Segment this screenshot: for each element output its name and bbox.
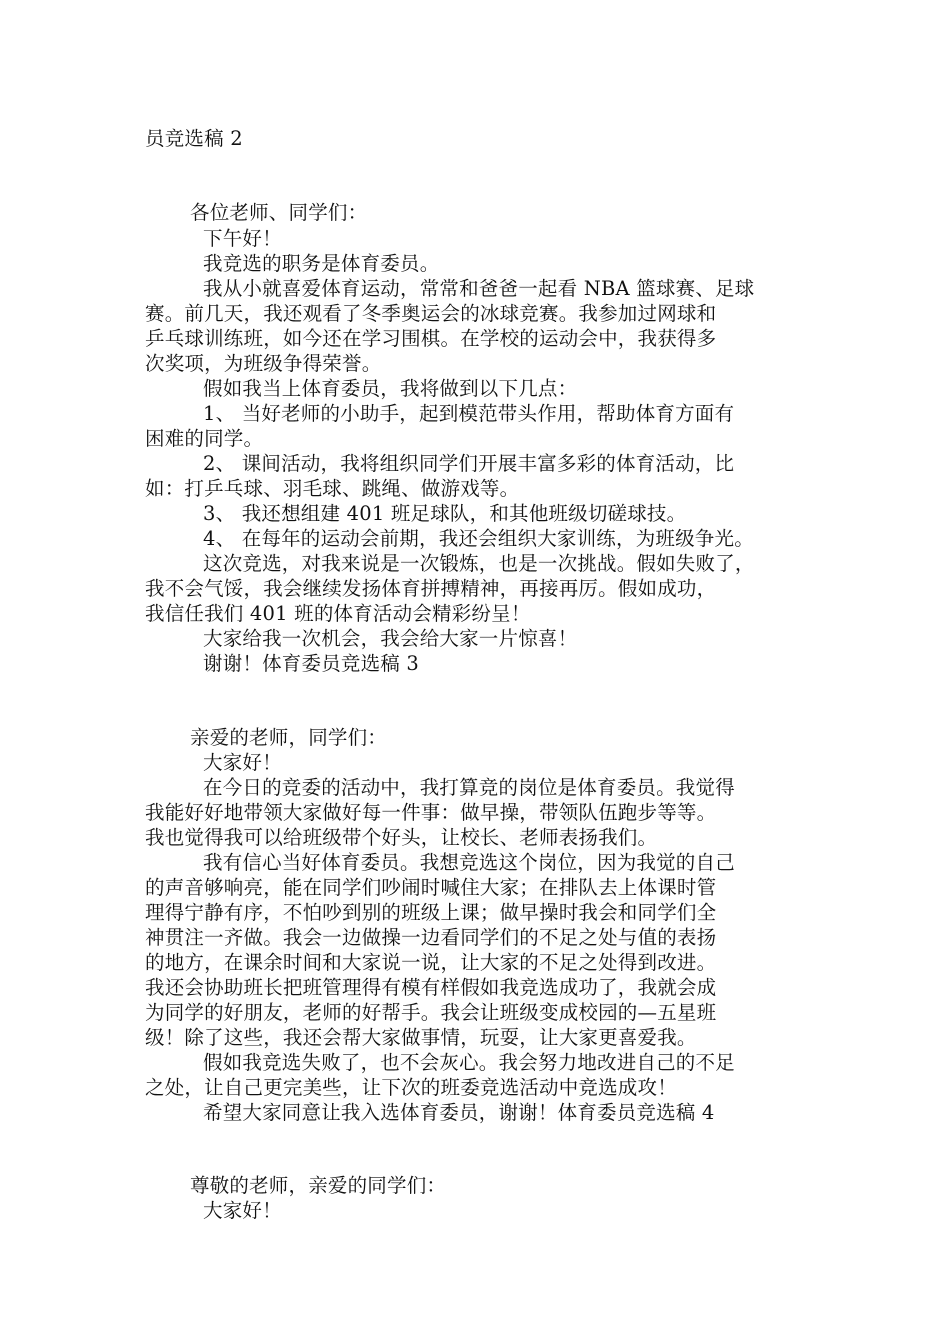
paragraph-line: 乒乓球训练班，如今还在学习围棋。在学校的运动会中，我获得多	[145, 327, 717, 350]
list-item-line: 4、 在每年的运动会前期，我还会组织大家训练，为班级争光。	[203, 527, 754, 550]
paragraph-line: 我从小就喜爱体育运动，常常和爸爸一起看 NBA 篮球赛、足球	[203, 277, 755, 300]
list-item-line: 1、 当好老师的小助手，起到模范带头作用，帮助体育方面有	[203, 402, 735, 425]
paragraph-line: 的地方，在课余时间和大家说一说，让大家的不足之处得到改进。	[145, 951, 717, 974]
paragraph-line: 我还会协助班长把班管理得有模有样假如我竞选成功了，我就会成	[145, 976, 717, 999]
list-item-line: 3、 我还想组建 401 班足球队，和其他班级切磋球技。	[203, 502, 687, 525]
greeting: 下午好！	[203, 227, 282, 250]
paragraph-line: 希望大家同意让我入选体育委员，谢谢！体育委员竞选稿 4	[203, 1101, 715, 1124]
paragraph-line: 我竞选的职务是体育委员。	[203, 252, 440, 275]
paragraph-line: 我也觉得我可以给班级带个好头，让校长、老师表扬我们。	[145, 826, 658, 849]
paragraph-line: 级！除了这些，我还会帮大家做事情，玩耍，让大家更喜爱我。	[145, 1026, 697, 1049]
paragraph-line: 赛。前几天，我还观看了冬季奥运会的冰球竞赛。我参加过网球和	[145, 302, 717, 325]
heading-fragment: 员竞选稿 2	[145, 127, 243, 150]
list-item-line: 2、 课间活动，我将组织同学们开展丰富多彩的体育活动，比	[203, 452, 735, 475]
paragraph-line: 我信任我们 401 班的体育活动会精彩纷呈！	[145, 602, 531, 625]
paragraph-line: 在今日的竞委的活动中，我打算竞的岗位是体育委员。我觉得	[203, 776, 735, 799]
paragraph-line: 为同学的好朋友，老师的好帮手。我会让班级变成校园的—五星班	[145, 1001, 717, 1024]
salutation: 各位老师、同学们：	[190, 201, 368, 224]
paragraph-line: 次奖项，为班级争得荣誉。	[145, 352, 382, 375]
salutation: 尊敬的老师，亲爱的同学们：	[190, 1174, 447, 1197]
greeting: 大家好！	[203, 1199, 282, 1222]
paragraph-line: 理得宁静有序，不怕吵到别的班级上课；做早操时我会和同学们全	[145, 901, 717, 924]
paragraph-line: 我不会气馁，我会继续发扬体育拼搏精神，再接再厉。假如成功，	[145, 577, 717, 600]
paragraph-line: 的声音够响亮，能在同学们吵闹时喊住大家；在排队去上体课时管	[145, 876, 717, 899]
paragraph-line: 这次竞选，对我来说是一次锻炼，也是一次挑战。假如失败了，	[203, 552, 755, 575]
salutation: 亲爱的老师，同学们：	[190, 726, 388, 749]
paragraph-line: 我能好好地带领大家做好每一件事：做早操，带领队伍跑步等等。	[145, 801, 717, 824]
paragraph-line: 假如我当上体育委员，我将做到以下几点：	[203, 377, 578, 400]
greeting: 大家好！	[203, 751, 282, 774]
paragraph-line: 谢谢！体育委员竞选稿 3	[203, 652, 420, 675]
paragraph-line: 我有信心当好体育委员。我想竞选这个岗位，因为我觉的自己	[203, 851, 735, 874]
paragraph-line: 之处，让自己更完美些，让下次的班委竞选活动中竞选成攻！	[145, 1076, 677, 1099]
paragraph-line: 神贯注一齐做。我会一边做操一边看同学们的不足之处与值的表扬	[145, 926, 717, 949]
list-item-line: 困难的同学。	[145, 427, 264, 450]
paragraph-line: 大家给我一次机会，我会给大家一片惊喜！	[203, 627, 578, 650]
paragraph-line: 假如我竞选失败了，也不会灰心。我会努力地改进自己的不足	[203, 1051, 735, 1074]
list-item-line: 如：打乒乓球、羽毛球、跳绳、做游戏等。	[145, 477, 520, 500]
